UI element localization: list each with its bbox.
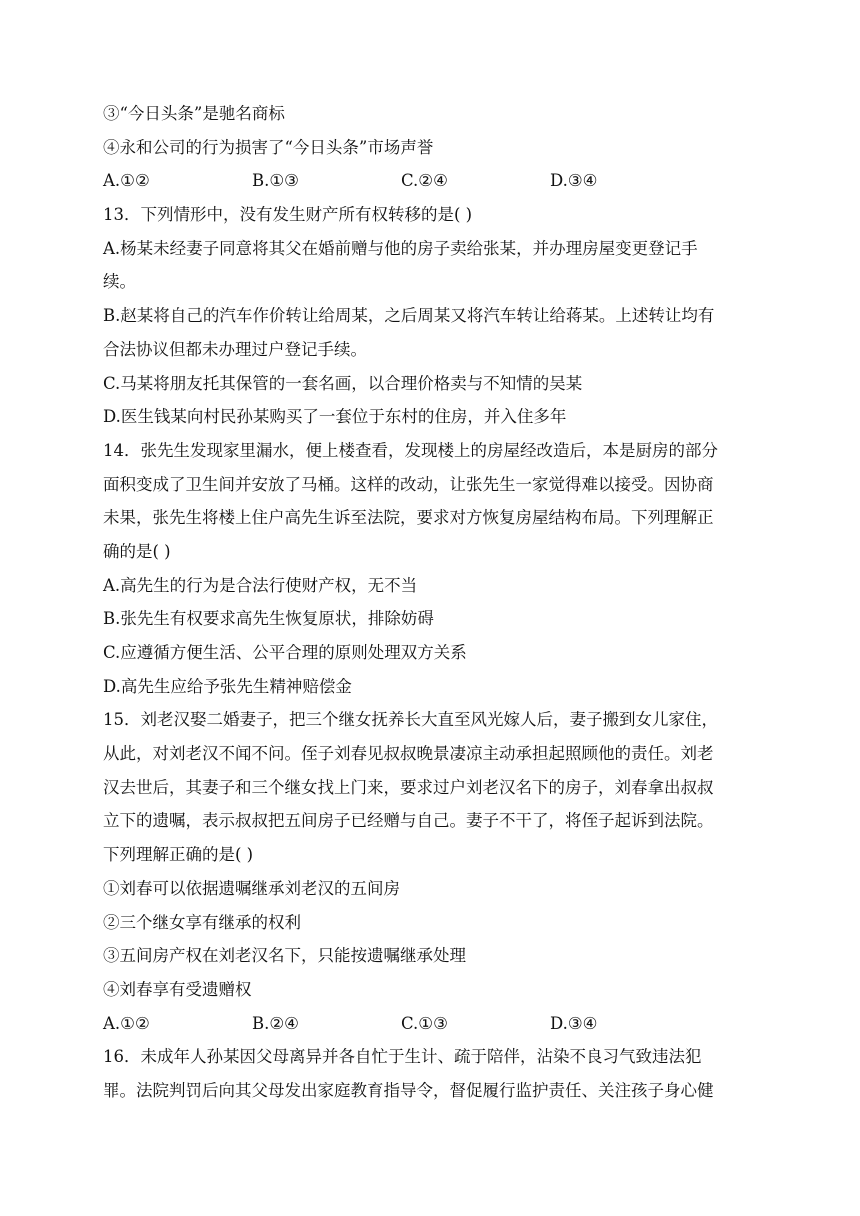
q15-line: ③五间房产权在刘老汉名下，只能按遗嘱继承处理 [103, 946, 466, 966]
q15-line: 下列理解正确的是( ) [103, 845, 254, 865]
q12-option-c: C.②④ [401, 171, 448, 191]
q15-option-c: C.①③ [401, 1013, 448, 1033]
q15-line: 立下的遗嘱，表示叔叔把五间房子已经赠与自己。妻子不干了，将侄子起诉到法院。 [103, 811, 714, 831]
q15-line: ④刘春享有受遗赠权 [103, 979, 252, 999]
q15-line: 汉去世后，其妻子和三个继女找上门来，要求过户刘老汉名下的房子，刘春拿出叔叔 [103, 777, 714, 797]
q12-option-d: D.③④ [550, 171, 598, 191]
q14-line: A.高先生的行为是合法行使财产权，无不当 [103, 575, 418, 595]
q13-line: 续。 [103, 272, 136, 292]
q15-line: 从此，对刘老汉不闻不问。侄子刘春见叔叔晚景凄凉主动承担起照顾他的责任。刘老 [103, 744, 714, 764]
q14-line: C.应遵循方便生活、公平合理的原则处理双方关系 [103, 643, 467, 662]
q15-option-b: B.②④ [252, 1013, 299, 1033]
q12-option-b: B.①③ [252, 171, 299, 191]
q14-line: B.张先生有权要求高先生恢复原状，排除妨碍 [103, 609, 434, 629]
q16-line: 16．未成年人孙某因父母离异并各自忙于生计、疏于陪伴，沾染不良习气致违法犯 [103, 1047, 702, 1067]
q12-options [103, 164, 753, 198]
q14-line: 14．张先生发现家里漏水，便上楼查看，发现楼上的房屋经改造后，本是厨房的部分 [103, 440, 718, 460]
q15-option-a: A.①② [103, 1013, 150, 1033]
q12-option-a: A.①② [103, 171, 150, 191]
q13-line: C.马某将朋友托其保管的一套名画，以合理价格卖与不知情的吴某 [103, 373, 583, 393]
q15-options [103, 1007, 753, 1041]
q13-stem: 13．下列情形中，没有发生财产所有权转移的是( ) [103, 205, 473, 225]
q14-line: 面积变成了卫生间并安放了马桶。这样的改动，让张先生一家觉得难以接受。因协商 [103, 474, 714, 494]
statement-3: ③“今日头条”是驰名商标 [103, 104, 285, 123]
q13-line: D.医生钱某向村民孙某购买了一套位于东村的住房，并入住多年 [103, 407, 567, 427]
q15-line: ①刘春可以依据遗嘱继承刘老汉的五间房 [103, 878, 400, 898]
q15-line: 15．刘老汉娶二婚妻子，把三个继女抚养长大直至风光嫁人后，妻子搬到女儿家住， [103, 710, 718, 730]
q14-line: 确的是( ) [103, 541, 171, 561]
q14-line: 未果，张先生将楼上住户高先生诉至法院，要求对方恢复房屋结构布局。下列理解正 [103, 508, 714, 528]
q14-line: D.高先生应给予张先生精神赔偿金 [103, 676, 352, 696]
document-page [103, 97, 753, 1108]
q13-line: 合法协议但都未办理过户登记手续。 [103, 339, 367, 359]
q13-line: A.杨某未经妻子同意将其父在婚前赠与他的房子卖给张某，并办理房屋变更登记手 [103, 238, 698, 258]
statement-4: ④永和公司的行为损害了“今日头条”市场声誉 [103, 137, 434, 157]
q15-line: ②三个继女享有继承的权利 [103, 912, 301, 932]
q15-option-d: D.③④ [550, 1013, 598, 1033]
q16-line: 罪。法院判罚后向其父母发出家庭教育指导令，督促履行监护责任、关注孩子身心健 [103, 1080, 714, 1100]
q13-line: B.赵某将自己的汽车作价转让给周某，之后周某又将汽车转让给蒋某。上述转让均有 [103, 306, 715, 326]
